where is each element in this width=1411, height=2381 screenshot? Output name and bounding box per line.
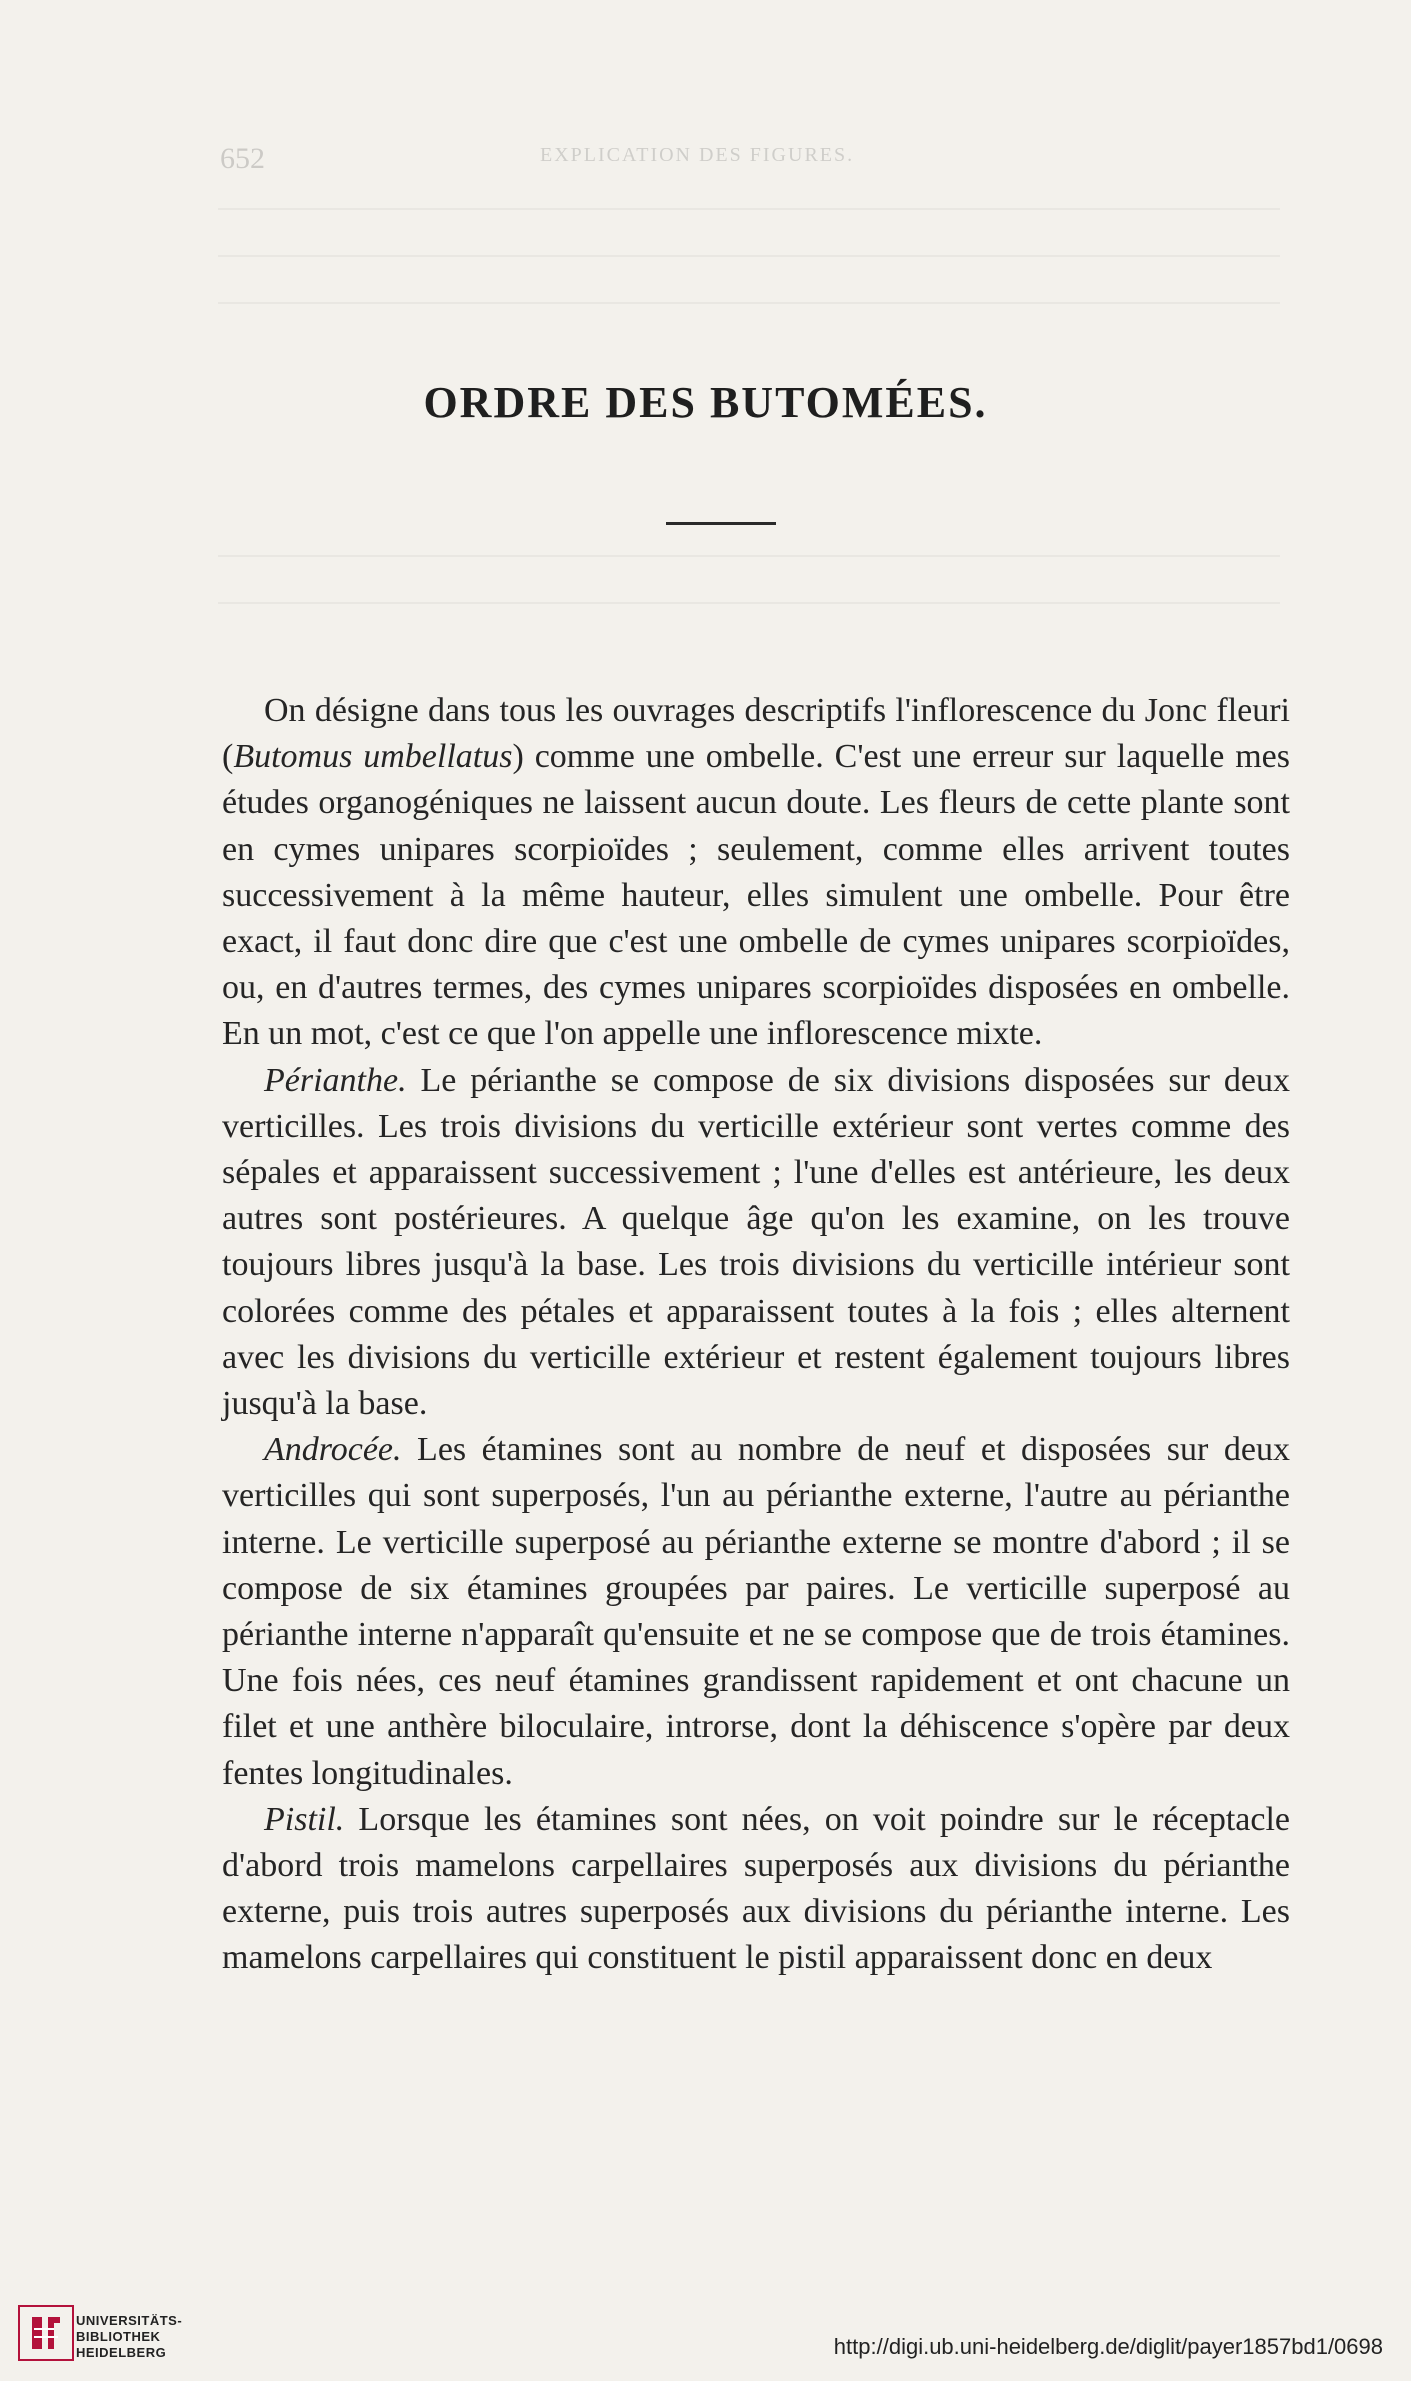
faint-header: EXPLICATION DES FIGURES. [540, 144, 855, 166]
library-logo-text [76, 2313, 196, 2361]
section-label-pistil: Pistil. [264, 1800, 345, 1838]
paragraph-text-part: Lorsque les étamines sont nées, on voit poindre sur le réceptacle d'abord trois mamelons carpellaires superposés aux divisions du périanthe externe, puis trois autres superposés aux divisions du périanthe interne. Les mamelons carpellaires qui constituent le pistil apparaissent donc en deux [222, 1800, 1290, 1977]
paragraph-text-part: Le périanthe se compose de six divisions disposées sur deux verticilles. Les trois divisions du verticille extérieur sont vertes comme des sépales et apparaissent successivement ; l'une d'elles est antérieure, les deux autres sont postérieures. A quelque âge qu'on les examine, on les trouve toujours libres jusqu'à la base. Les trois divisions du verticille intérieur sont colorées comme des pétales et apparaissent toutes à la fois ; elles alternent avec les divisions du verticille extérieur et restent également toujours libres jusqu'à la base. [222, 1061, 1290, 1423]
paragraph-perianth [222, 1058, 1290, 1428]
logo-line-1: UNIVERSITÄTS- [76, 2313, 183, 2328]
logo-line-2: BIBLIOTHEK [76, 2329, 161, 2344]
library-logo [18, 2305, 188, 2365]
section-label-androecium: Androcée. [264, 1431, 402, 1469]
paragraph-text-part: Les étamines sont au nombre de neuf et disposées sur deux verticilles qui sont superposés, l'un au périanthe externe, l'autre au périanthe interne. Le verticille superposé au périanthe externe se montre d'abord ; il se compose de six étamines groupées par paires. Le verticille superposé au périanthe interne n'apparaît qu'ensuite et ne se compose que de trois étamines. Une fois nées, ces neuf étamines grandissent rapidement et ont chacune un filet et une anthère biloculaire, introrse, dont la déhiscence s'opère par deux fentes longitudinales. [222, 1431, 1290, 1792]
paragraph-androecium [222, 1427, 1290, 1797]
paragraph-pistil [222, 1797, 1290, 1982]
paragraph-text-part: ) comme une ombelle. C'est une erreur sur laquelle mes études organogéniques ne laissent aucun doute. Les fleurs de cette plante sont en cymes unipares scorpioïdes ; seulement, comme elles arrivent toutes successivement à la même hauteur, elles simulent une ombelle. Pour être exact, il faut donc dire que c'est une ombelle de cymes unipares scorpioïdes, ou, en d'autres termes, des cymes unipares scorpioïdes disposées en ombelle. En un mot, c'est ce que l'on appelle une inflorescence mixte. [222, 738, 1290, 1053]
bleed-through-line [218, 208, 1280, 210]
bleed-through-line [218, 255, 1280, 257]
logo-line-3: HEIDELBERG [76, 2345, 167, 2360]
page-title: ORDRE DES BUTOMÉES. [423, 378, 988, 428]
title-divider [666, 522, 776, 525]
faint-page-number: 652 [220, 142, 265, 175]
paragraph-inflorescence [222, 688, 1290, 1058]
library-logo-icon [18, 2305, 74, 2361]
bleed-through-line [218, 302, 1280, 304]
section-label-perianth: Périanthe. [264, 1061, 407, 1099]
source-link[interactable]: http://digi.ub.uni-heidelberg.de/diglit/payer1857bd1/0698 [833, 2334, 1383, 2359]
species-name: Butomus umbellatus [233, 738, 513, 776]
bleed-through-line [218, 555, 1280, 557]
bleed-through-line [218, 602, 1280, 604]
paragraph-text-part: On désigne dans tous les ouvrages descriptifs l'inflorescence du Jonc fleuri ( [222, 692, 1290, 776]
main-text [222, 688, 1290, 1982]
